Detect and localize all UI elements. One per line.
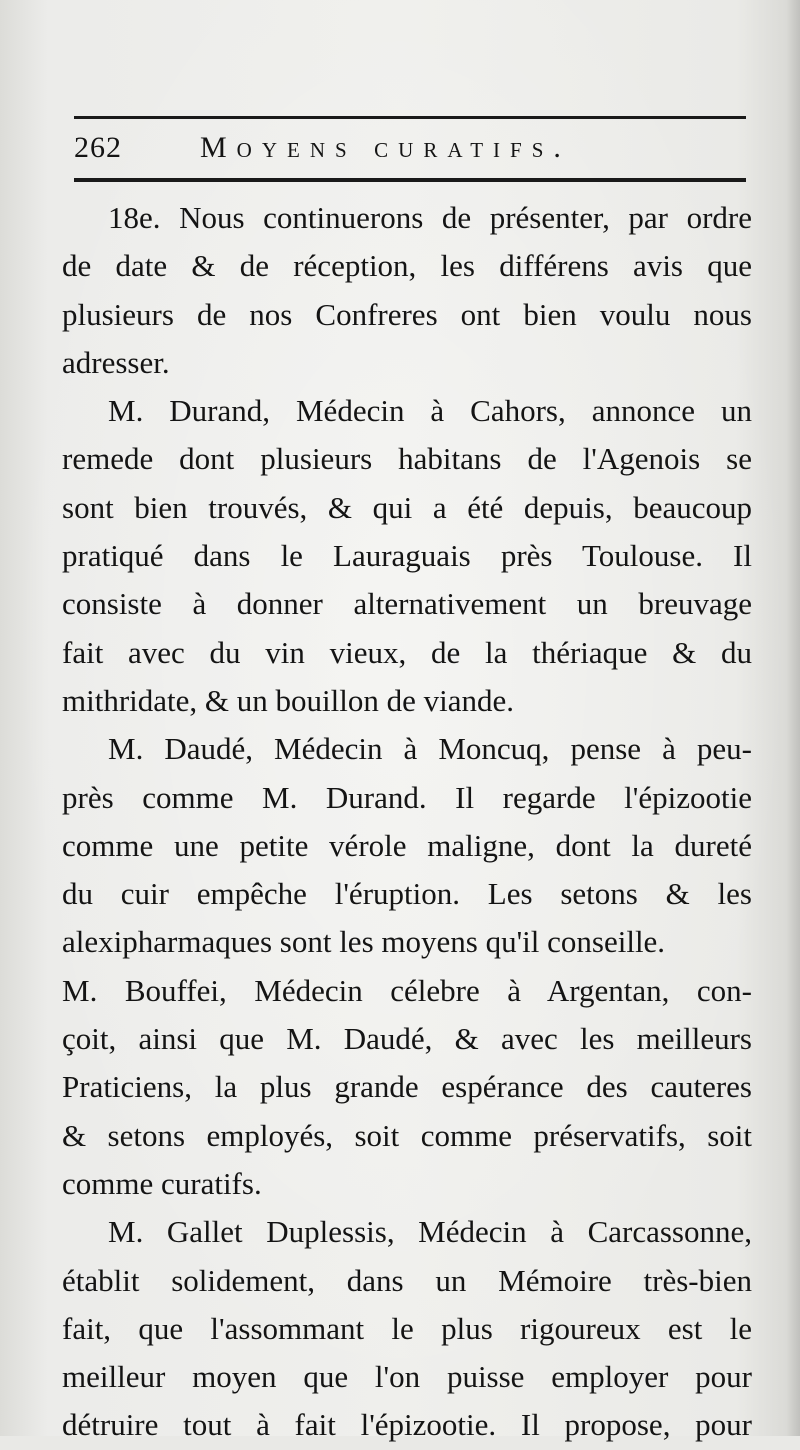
header-top-rule	[74, 116, 746, 119]
text-line: çoit, ainsi que M. Daudé, & avec les meilleurs	[62, 1021, 752, 1057]
text-line: de date & de réception, les différens avis que	[62, 248, 752, 284]
header-bottom-rule	[74, 178, 746, 182]
text-line: comme curatifs.	[62, 1165, 262, 1201]
text-line: établit solidement, dans un Mémoire très-bien	[62, 1262, 752, 1298]
text-line: détruire tout à fait l'épizootie. Il propose, pour	[62, 1407, 752, 1443]
text-line: fait, que l'assommant le plus rigoureux est le	[62, 1310, 752, 1346]
text-line: près comme M. Durand. Il regarde l'épizootie	[62, 779, 752, 815]
text-line: comme une petite vérole maligne, dont la dureté	[62, 827, 752, 863]
body-text	[62, 194, 752, 1450]
text-line: pratiqué dans le Lauraguais près Toulouse. Il	[62, 538, 752, 574]
text-line: adresser.	[62, 344, 170, 380]
text-line: remede dont plusieurs habitans de l'Agenois se	[62, 441, 752, 477]
text-line: Praticiens, la plus grande espérance des cauteres	[62, 1069, 752, 1105]
text-line: plusieurs de nos Confreres ont bien voulu nous	[62, 296, 752, 332]
running-title: Moyens curatifs.	[200, 131, 571, 164]
text-line: M. Bouffei, Médecin célebre à Argentan, con-	[62, 972, 752, 1008]
text-line: mithridate, & un bouillon de viande.	[62, 682, 514, 718]
text-line: & setons employés, soit comme préservatifs, soit	[62, 1117, 752, 1153]
text-line: 18e. Nous continuerons de présenter, par ordre	[108, 200, 752, 235]
page-edge-shadow	[786, 0, 800, 1436]
page-header	[74, 126, 746, 170]
text-line: alexipharmaques sont les moyens qu'il conseille.	[62, 924, 666, 960]
text-line: M. Daudé, Médecin à Moncuq, pense à peu-	[108, 731, 752, 767]
page-number: 262	[74, 131, 122, 164]
text-line: M. Gallet Duplessis, Médecin à Carcassonne,	[108, 1214, 752, 1250]
text-line: du cuir empêche l'éruption. Les setons & les	[62, 876, 752, 912]
text-line: fait avec du vin vieux, de la thériaque & du	[62, 634, 752, 670]
text-line: M. Durand, Médecin à Cahors, annonce un	[108, 393, 752, 429]
text-line: consiste à donner alternativement un breuvage	[62, 586, 752, 622]
text-line: meilleur moyen que l'on puisse employer pour	[62, 1359, 752, 1395]
text-line: sont bien trouvés, & qui a été depuis, beaucoup	[62, 489, 752, 525]
